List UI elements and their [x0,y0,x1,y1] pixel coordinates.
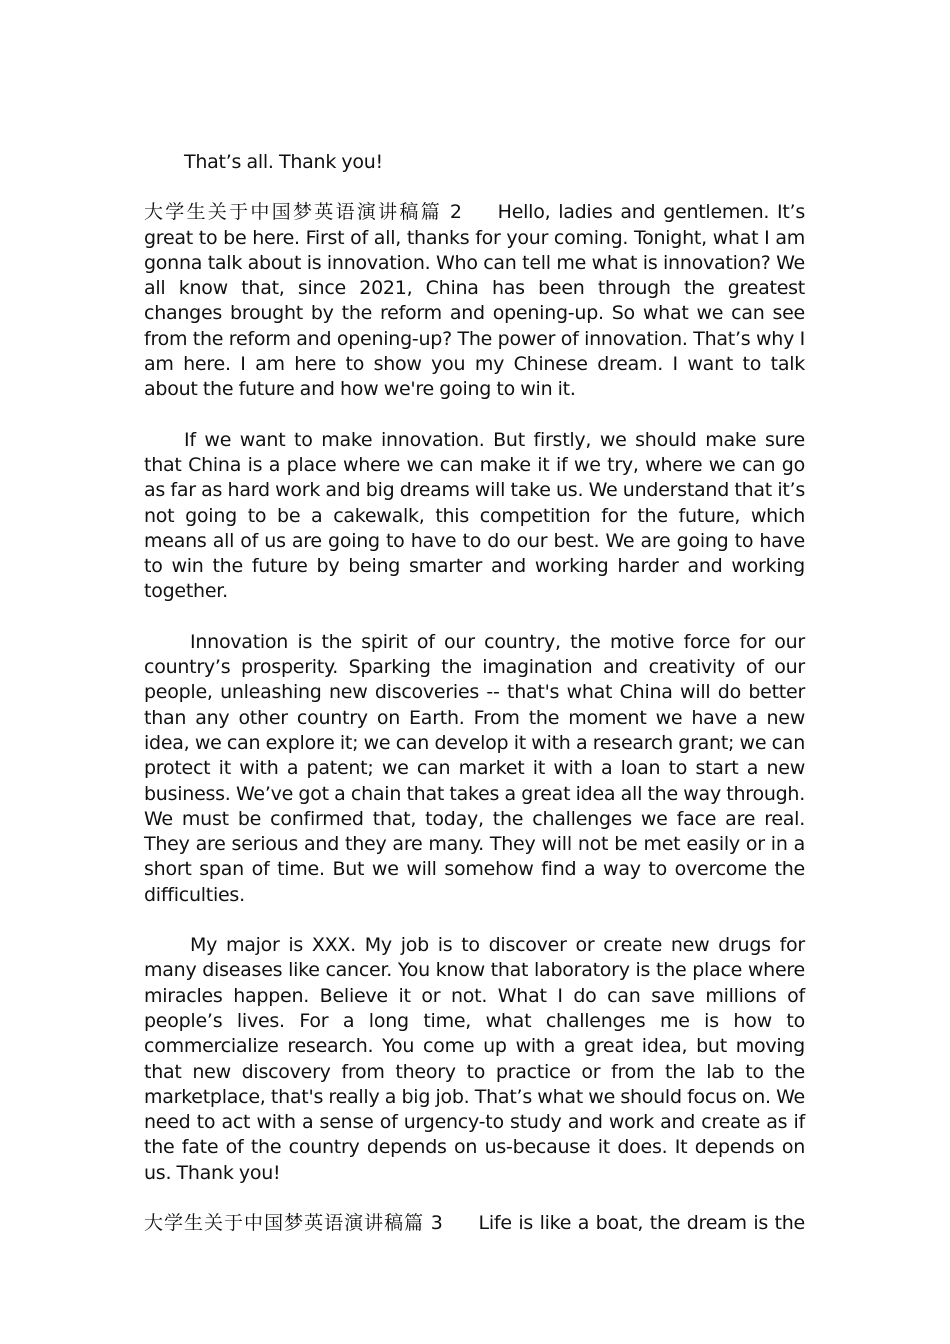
paragraph-gap [144,605,805,630]
section2-paragraph-3: Innovation is the spirit of our country, the motive force for our country’s prosperity. Sparking the imagination and creativity of our people, unleashing new discoveries -- that's what China will do better than any other country on Earth. From the moment we have a new idea, we can explore it; we can develop it with a research grant; we can protect it with a patent; we can market it with a loan to start a new business. We’ve got a chain that takes a great idea all the way through. We must be confirmed that, today, the challenges we face are real. They are serious and they are many. They will not be met easily or in a short span of time. But we will somehow find a way to overcome the difficulties. [144,630,805,906]
section3-p1-text: Life is like a boat, the dream is the [478,1211,805,1234]
paragraph-gap [144,403,805,428]
section2-paragraph-4: My major is XXX. My job is to discover or create new drugs for many diseases like cancer. You know that laboratory is the place where miracles happen. Believe it or not. What I do can save millions of people’s lives. For a long time, what challenges me is how to commercialize research. You come up with a great idea, but moving that new discovery from theory to practice or from the lab to the marketplace, that's really a big job. That’s what we should focus on. We need to act with a sense of urgency-to study and work and create as if the fate of the country depends on us-because it does. It depends on us. Thank you! [144,934,805,1184]
paragraph-gap [144,908,805,933]
section2-paragraph-2: If we want to make innovation. But firstly, we should make sure that China is a place where we can make it if we try, where we can go as far as hard work and big dreams will take us. We understand that it’s not going to be a cakewalk, this competition for the future, which means all of us are going to have to do our best. We are going to have to win the future by being smarter and working harder and working together. [144,428,805,603]
paragraph-gap [144,1186,805,1211]
paragraph-gap [144,175,805,200]
section2-p1-text: Hello, ladies and gentlemen. It’s great to be here. First of all, thanks for your coming. Tonight, what I am gonna talk about is innovation. Who can tell me what is innovation? We all know that, since 2021, China has been through the greatest changes brought by the reform and opening-up. So what we can see from the reform and opening-up? The power of innovation. That’s why I am here. I am here to show you my Chinese dream. I want to talk about the future and how we're going to win it. [144,201,805,401]
section3-paragraph-1 [144,1211,805,1236]
document-page [144,150,805,1236]
closing-line: That’s all. Thank you! [184,151,383,173]
section2-heading: 大学生关于中国梦英语演讲稿篇 2 [144,201,462,224]
section2-paragraph-1 [144,200,805,402]
section3-heading: 大学生关于中国梦英语演讲稿篇 3 [144,1211,443,1234]
